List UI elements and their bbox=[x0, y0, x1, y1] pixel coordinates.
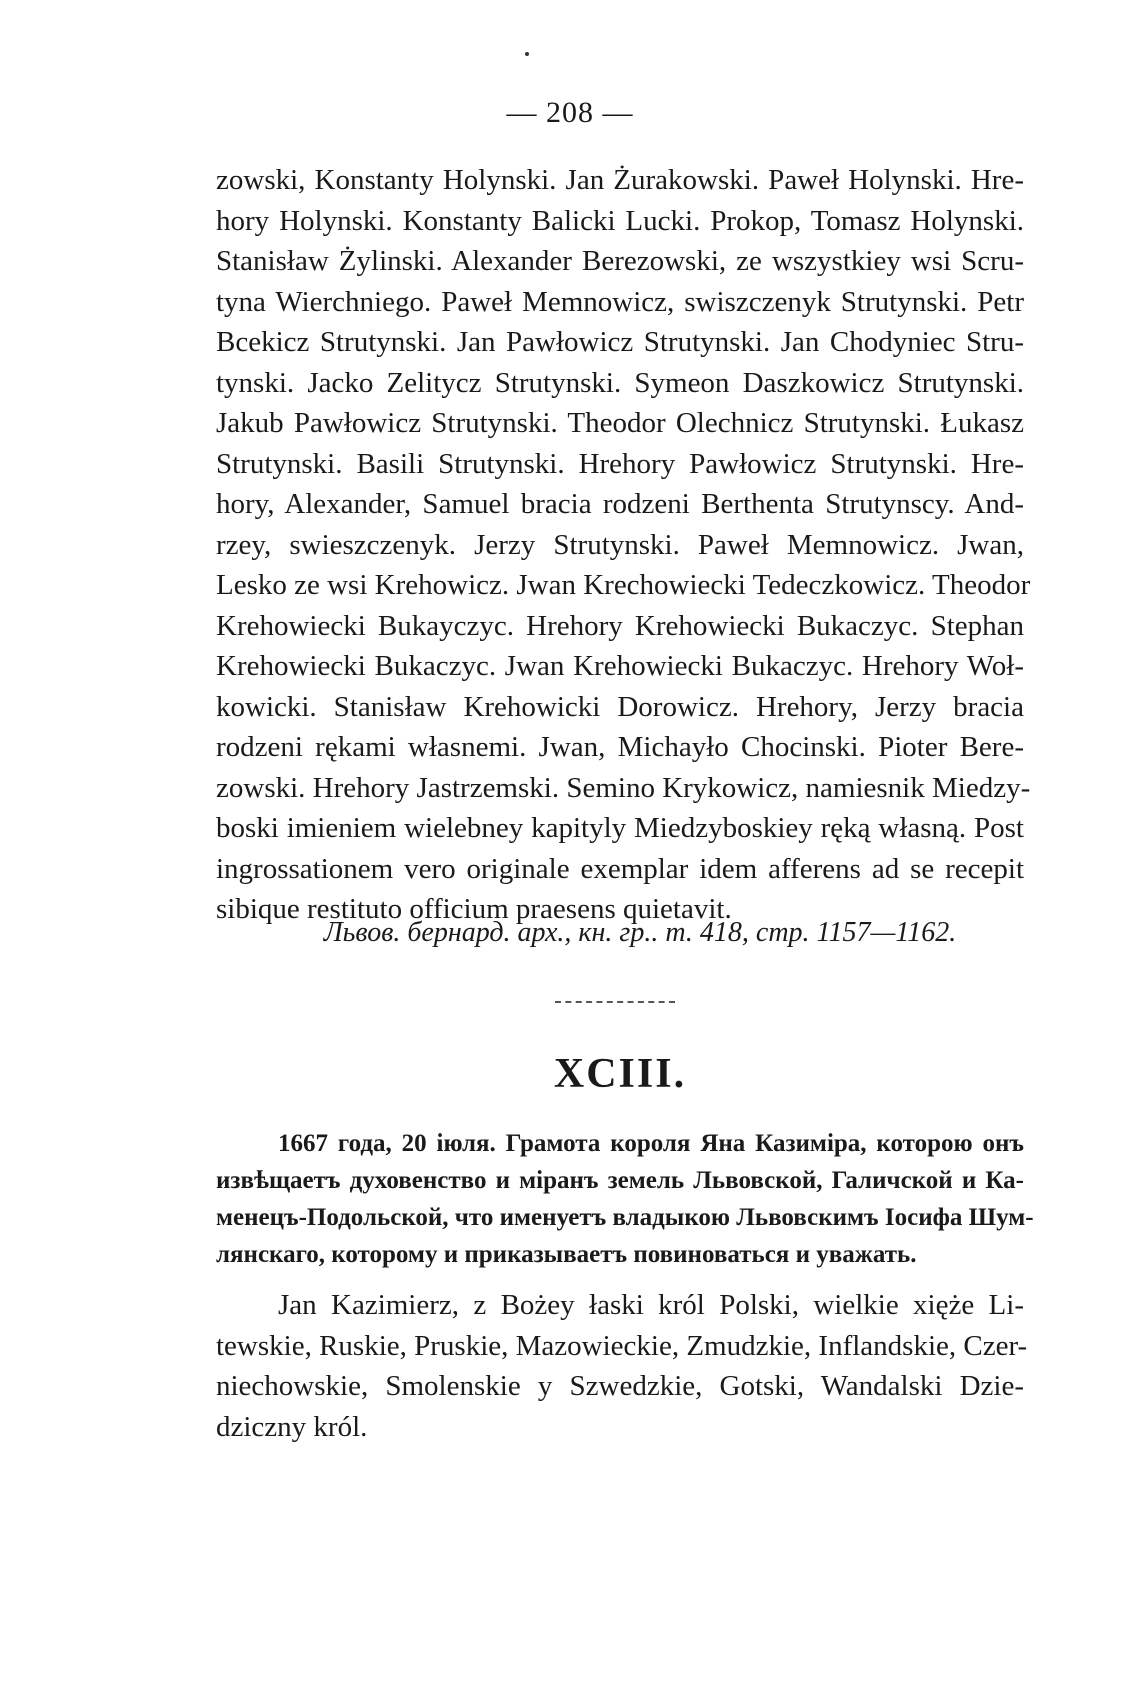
document-number: XCIII. bbox=[553, 1051, 687, 1097]
text-line: hory Holynski. Konstanty Balicki Lucki. Prokop, Tomasz Holynski. bbox=[216, 204, 1024, 237]
text-line: Bcekicz Strutynski. Jan Pawłowicz Strutynski. Jan Chodyniec Stru- bbox=[216, 326, 1024, 358]
text-line: dziczny król. bbox=[216, 1410, 368, 1443]
text-line: ingrossationem vero originale exemplar idem afferens ad se recepit bbox=[216, 852, 1024, 885]
text-line: tyna Wierchniego. Paweł Memnowicz, swiszczenyk Strutynski. Petr bbox=[216, 285, 1024, 318]
text-line: Jan Kazimierz, z Bożey łaski król Polski, wielkie xięże Li- bbox=[278, 1289, 1024, 1321]
text-line: zowski. Hrehory Jastrzemski. Semino Krykowicz, namiesnik Miedzy- bbox=[216, 771, 1031, 804]
text-line: hory, Alexander, Samuel bracia rodzeni Berthenta Strutynscy. And- bbox=[216, 488, 1024, 520]
page-number: — 208 — bbox=[506, 96, 634, 129]
section-divider bbox=[555, 1001, 675, 1003]
text-line: Stanisław Żylinski. Alexander Berezowski, ze wszystkiey wsi Scru- bbox=[216, 245, 1024, 277]
text-line: niechowskie, Smolenskie y Szwedzkie, Gotski, Wandalski Dzie- bbox=[216, 1370, 1024, 1402]
text-line: sibique restituto officium praesens quietavit. bbox=[216, 893, 732, 925]
text-line: Krehowiecki Bukayczyc. Hrehory Krehowiecki Bukaczyc. Stephan bbox=[216, 609, 1024, 642]
text-line: rzey, swieszczenyk. Jerzy Strutynski. Paweł Memnowicz. Jwan, bbox=[216, 528, 1024, 561]
summary-line: 1667 года, 20 іюля. Грамота короля Яна Казиміра, которою онъ bbox=[278, 1130, 1024, 1157]
summary-line: лянскаго, которому и приказываетъ повиноваться и уважать. bbox=[216, 1241, 917, 1268]
document-summary bbox=[216, 1125, 1034, 1273]
text-line: kowicki. Stanisław Krehowicki Dorowicz. Hrehory, Jerzy bracia bbox=[216, 690, 1024, 723]
text-line: Strutynski. Basili Strutynski. Hrehory Pawłowicz Strutynski. Hre- bbox=[216, 447, 1024, 480]
summary-line: менецъ-Подольской, что именуетъ владыкою Львовскимъ Іосифа Шум- bbox=[216, 1204, 1034, 1231]
text-line: boski imieniem wielebney kapityly Miedzyboskiey ręką własną. Post bbox=[216, 812, 1024, 844]
ink-dot bbox=[525, 52, 529, 56]
text-line: rodzeni rękami własnemi. Jwan, Michayło Chocinski. Pioter Bere- bbox=[216, 731, 1024, 763]
text-line: Lesko ze wsi Krehowicz. Jwan Krechowiecki Tedeczkowicz. Theodor bbox=[216, 569, 1031, 601]
summary-line: извѣщаетъ духовенство и міранъ земель Львовской, Галичской и Ка- bbox=[216, 1167, 1024, 1194]
archive-citation: Львов. бернард. арх., кн. гр.. т. 418, стр. 1157—1162. bbox=[323, 917, 957, 948]
text-line: tewskie, Ruskie, Pruskie, Mazowieckie, Zmudzkie, Inflandskie, Czer- bbox=[216, 1329, 1028, 1362]
text-line: Krehowiecki Bukaczyc. Jwan Krehowiecki Bukaczyc. Hrehory Woł- bbox=[216, 650, 1024, 682]
text-line: tynski. Jacko Zelitycz Strutynski. Symeon Daszkowicz Strutynski. bbox=[216, 366, 1024, 399]
text-line: Jakub Pawłowicz Strutynski. Theodor Olechnicz Strutynski. Łukasz bbox=[216, 407, 1024, 439]
text-line: zowski, Konstanty Holynski. Jan Żurakowski. Paweł Holynski. Hre- bbox=[216, 164, 1024, 196]
paragraph-royal-title bbox=[216, 1285, 1028, 1447]
paragraph-signatories bbox=[216, 160, 1031, 930]
